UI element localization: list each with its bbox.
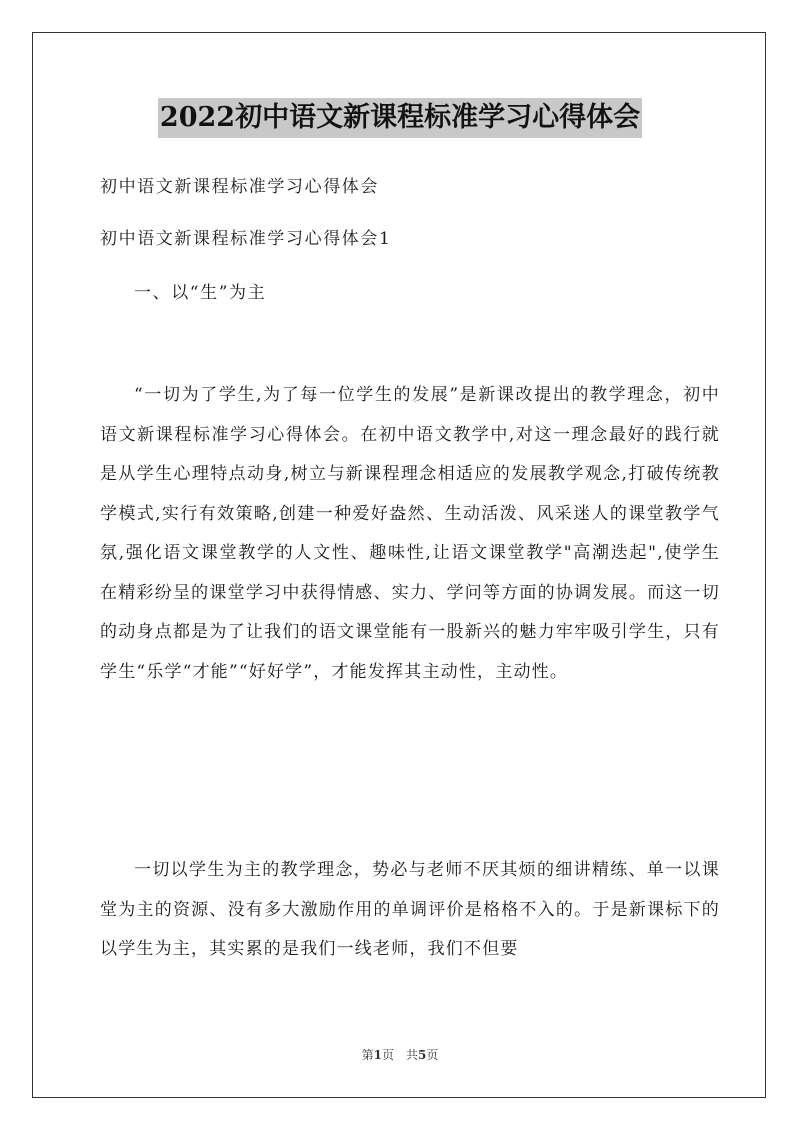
total-pages: 5 bbox=[418, 1048, 427, 1062]
footer-suffix: 页 bbox=[426, 1048, 439, 1062]
paragraph-1: “一切为了学生,为了每一位学生的发展”是新课改提出的教学理念，初中语文新课程标准学习心得体会。在初中语文教学中,对这一理念最好的践行就是从学生心理特点动身,树立与新课程理念相适应的发展教学观念,打破传统教学模式,实行有效策略,创建一种爱好盎然、生动活泼、风采迷人的课堂教学气氛,强化语文课堂教学的人文性、趣味性,让语文课堂教学"高潮迭起",使学生在精彩纷呈的课堂学习中获得情感、实力、学问等方面的协调发展。而这一切的动身点都是为了让我们的语文课堂能有一股新兴的魅力牢牢吸引学生，只有学生“乐学“才能”“好好学”，才能发挥其主动性，主动性。 bbox=[100, 385, 720, 682]
section-heading: 一、以“生”为主 bbox=[134, 283, 267, 303]
title-container bbox=[0, 98, 800, 138]
current-page-number: 1 bbox=[373, 1048, 382, 1062]
document-title: 2022初中语文新课程标准学习心得体会 bbox=[158, 98, 642, 138]
subtitle-2: 初中语文新课程标准学习心得体会1 bbox=[100, 229, 392, 249]
subtitle-1: 初中语文新课程标准学习心得体会 bbox=[100, 177, 379, 197]
page-footer bbox=[0, 1046, 800, 1063]
footer-mid: 页 共 bbox=[381, 1048, 418, 1062]
paragraph-2: 一切以学生为主的教学理念，势必与老师不厌其烦的细讲精练、单一以课堂为主的资源、没有多大激励作用的单调评价是格格不入的。于是新课标下的以学生为主，其实累的是我们一线老师，我们不但要 bbox=[100, 860, 720, 959]
footer-prefix: 第 bbox=[361, 1048, 374, 1062]
